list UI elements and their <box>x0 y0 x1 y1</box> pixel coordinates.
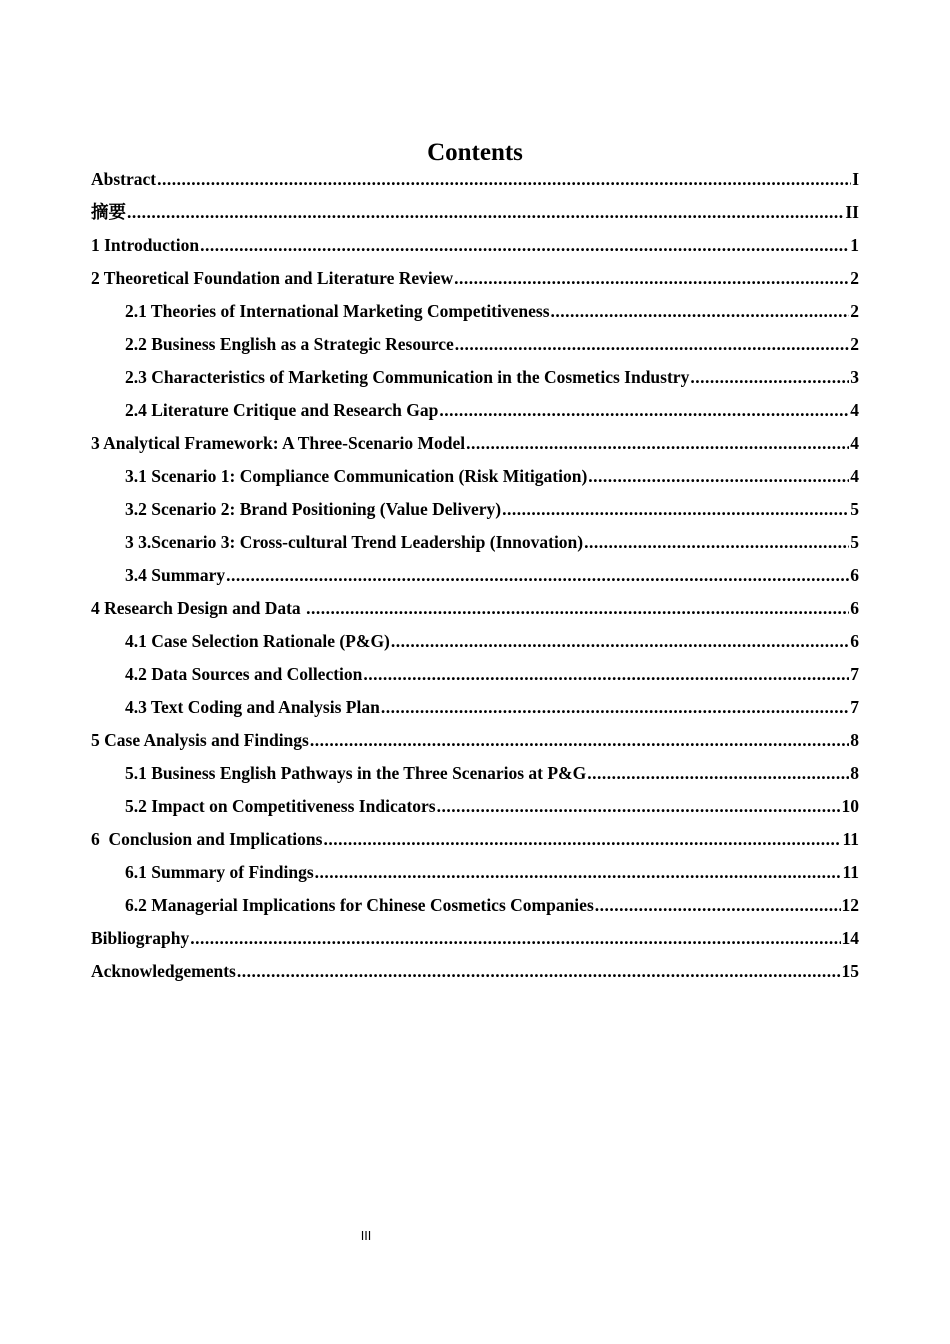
toc-entry[interactable] <box>91 397 859 430</box>
toc-entry-page: II <box>845 202 859 222</box>
toc-entry-label: 4.3 Text Coding and Analysis Plan <box>125 697 380 717</box>
toc-entry[interactable] <box>91 232 859 265</box>
toc-entry[interactable] <box>91 463 859 496</box>
toc-dot-leader <box>437 793 841 819</box>
toc-entry[interactable] <box>91 529 859 562</box>
toc-entry-page: 5 <box>850 499 859 519</box>
toc-dot-leader <box>466 430 849 456</box>
toc-entry-page: 2 <box>850 301 859 321</box>
toc-entry[interactable] <box>91 661 859 694</box>
toc-entry-page: 11 <box>842 862 859 882</box>
toc-entry-page: 7 <box>850 664 859 684</box>
toc-entry-label: 3.2 Scenario 2: Brand Positioning (Value Delivery) <box>125 499 502 519</box>
toc-entry-label: 6.2 Managerial Implications for Chinese Cosmetics Companies <box>125 895 594 915</box>
toc-dot-leader <box>315 859 842 885</box>
toc-dot-leader <box>551 298 850 324</box>
toc-dot-leader <box>595 892 841 918</box>
toc-entry-page: 3 <box>850 367 859 387</box>
toc-entry-page: 14 <box>841 928 859 948</box>
toc-entry-page: 15 <box>841 961 859 981</box>
toc-entry-page: 11 <box>842 829 859 849</box>
toc-entry[interactable] <box>91 166 859 199</box>
toc-entry-page: 1 <box>850 235 859 255</box>
toc-entry-page: 8 <box>850 730 859 750</box>
toc-entry-label: 3.4 Summary <box>125 565 226 585</box>
toc-dot-leader <box>391 628 849 654</box>
toc-entry-label: 2.3 Characteristics of Marketing Communication in the Cosmetics Industry <box>125 367 690 387</box>
toc-entry-label: 3 3.Scenario 3: Cross-cultural Trend Leadership (Innovation) <box>125 532 584 552</box>
toc-entry-page: 12 <box>841 895 859 915</box>
toc-list <box>91 166 859 991</box>
toc-entry[interactable] <box>91 364 859 397</box>
toc-entry-page: 2 <box>850 334 859 354</box>
toc-entry-page: 6 <box>850 598 859 618</box>
toc-entry[interactable] <box>91 793 859 826</box>
toc-entry-label: 4 Research Design and Data <box>91 598 306 618</box>
toc-entry[interactable] <box>91 958 859 991</box>
toc-dot-leader <box>226 562 849 588</box>
toc-entry[interactable] <box>91 826 859 859</box>
toc-entry-label: Bibliography <box>91 928 190 948</box>
toc-dot-leader <box>306 595 849 621</box>
toc-entry[interactable] <box>91 694 859 727</box>
toc-dot-leader <box>690 364 849 390</box>
toc-entry[interactable] <box>91 727 859 760</box>
toc-entry[interactable] <box>91 925 859 958</box>
toc-entry-page: 2 <box>850 268 859 288</box>
toc-entry[interactable] <box>91 331 859 364</box>
toc-dot-leader <box>200 232 849 258</box>
toc-entry-label: 3.1 Scenario 1: Compliance Communication (Risk Mitigation) <box>125 466 588 486</box>
toc-entry-label: 2 Theoretical Foundation and Literature Review <box>91 268 454 288</box>
toc-dot-leader <box>502 496 849 522</box>
toc-entry[interactable] <box>91 298 859 331</box>
toc-entry[interactable] <box>91 595 859 628</box>
toc-entry[interactable] <box>91 199 859 232</box>
toc-entry[interactable] <box>91 760 859 793</box>
toc-dot-leader <box>237 958 841 984</box>
toc-dot-leader <box>323 826 841 852</box>
toc-entry-label: 5.1 Business English Pathways in the Three Scenarios at P&G <box>125 763 587 783</box>
toc-dot-leader <box>588 463 849 489</box>
toc-entry-label: 2.4 Literature Critique and Research Gap <box>125 400 439 420</box>
toc-entry-page: 5 <box>850 532 859 552</box>
toc-dot-leader <box>190 925 840 951</box>
page-number: III <box>360 1229 372 1243</box>
toc-entry-page: 7 <box>850 697 859 717</box>
toc-entry[interactable] <box>91 628 859 661</box>
toc-entry-label: 4.1 Case Selection Rationale (P&G) <box>125 631 390 651</box>
toc-entry-label: 5 Case Analysis and Findings <box>91 730 309 750</box>
toc-entry-label: 4.2 Data Sources and Collection <box>125 664 363 684</box>
toc-dot-leader <box>587 760 849 786</box>
toc-entry-page: 10 <box>841 796 859 816</box>
toc-entry-page: I <box>852 169 859 189</box>
toc-dot-leader <box>439 397 849 423</box>
toc-dot-leader <box>310 727 849 753</box>
toc-entry-label: 1 Introduction <box>91 235 200 255</box>
toc-entry-label: 2.1 Theories of International Marketing Competitiveness <box>125 301 550 321</box>
toc-entry-page: 4 <box>850 466 859 486</box>
toc-title: Contents <box>427 139 523 166</box>
toc-dot-leader <box>584 529 849 555</box>
toc-entry-page: 8 <box>850 763 859 783</box>
toc-entry-page: 6 <box>850 631 859 651</box>
toc-entry-label: 3 Analytical Framework: A Three-Scenario Model <box>91 433 466 453</box>
toc-entry[interactable] <box>91 496 859 529</box>
toc-dot-leader <box>455 331 849 357</box>
toc-entry-label: 5.2 Impact on Competitiveness Indicators <box>125 796 436 816</box>
toc-entry[interactable] <box>91 859 859 892</box>
toc-entry-page: 6 <box>850 565 859 585</box>
toc-entry[interactable] <box>91 430 859 463</box>
toc-entry-label: 2.2 Business English as a Strategic Resource <box>125 334 454 354</box>
toc-dot-leader <box>157 166 851 192</box>
toc-dot-leader <box>454 265 849 291</box>
toc-entry[interactable] <box>91 892 859 925</box>
toc-dot-leader <box>127 199 844 225</box>
toc-entry-label: Acknowledgements <box>91 961 236 981</box>
toc-entry[interactable] <box>91 562 859 595</box>
toc-dot-leader <box>381 694 849 720</box>
toc-entry-label: 6.1 Summary of Findings <box>125 862 314 882</box>
toc-entry-page: 4 <box>850 400 859 420</box>
toc-entry-page: 4 <box>850 433 859 453</box>
toc-entry-label: Abstract <box>91 169 157 189</box>
toc-entry-label: 6 Conclusion and Implications <box>91 829 323 849</box>
toc-entry-label: 摘要 <box>91 202 126 222</box>
toc-entry[interactable] <box>91 265 859 298</box>
toc-dot-leader <box>363 661 849 687</box>
